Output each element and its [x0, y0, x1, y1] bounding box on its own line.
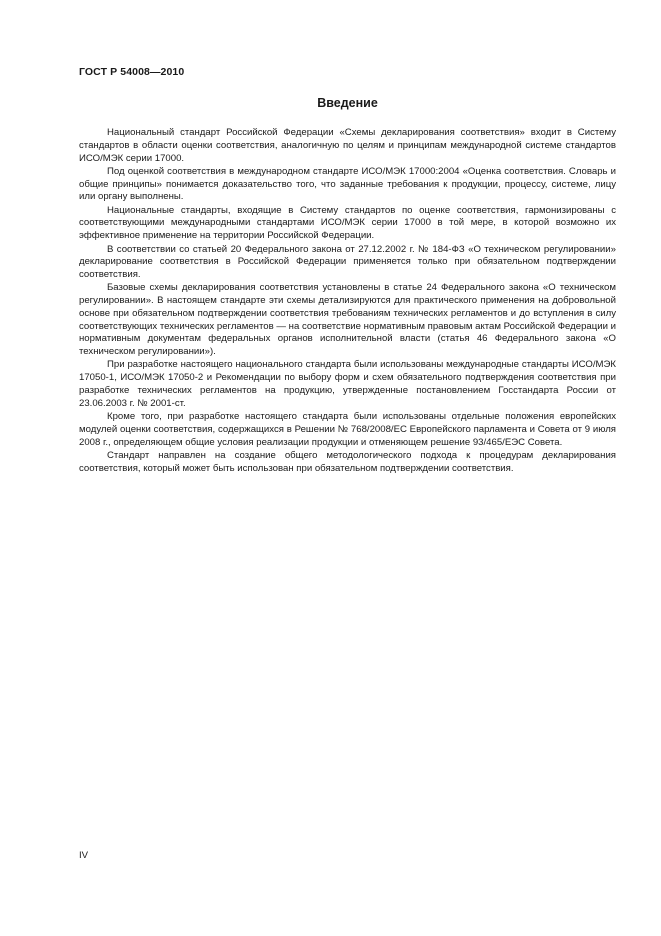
paragraph: Базовые схемы декларирования соответствия установлены в статье 24 Федерального закона «О техническом регулировании». В настоящем стандарте эти схемы детализируются для практического применения на добровольной основе при обязательном подтверждении соответствия требованиям технических регламентов и до вступления в силу соответствующих технических регламентов — на соответствие нормативным правовым актам Российской Федерации и нормативным документам федеральных органов исполнительной власти (статья 46 Федерального закона «О техническом регулировании»).: [79, 282, 616, 358]
paragraph: Под оценкой соответствия в международном стандарте ИСО/МЭК 17000:2004 «Оценка соответствия. Словарь и общие принципы» понимается доказательство того, что заданные требования к продукции, процессу, системе, лицу или органу выполнены.: [79, 165, 616, 203]
page-number: IV: [79, 850, 89, 861]
paragraph: В соответствии со статьей 20 Федерального закона от 27.12.2002 г. № 184-ФЗ «О техническом регулировании» декларирование соответствия в Российской Федерации применяется только при обязательном подтверждении соответствия.: [79, 243, 616, 281]
document-code: ГОСТ Р 54008—2010: [79, 66, 185, 78]
paragraph: Национальный стандарт Российской Федерации «Схемы декларирования соответствия» входит в Систему стандартов в области оценки соответствия, аналогичную по целям и принципам международной системе стандартов ИСО/МЭК серии 17000.: [79, 127, 616, 164]
paragraph: При разработке настоящего национального стандарта были использованы международные стандарты ИСО/МЭК 17050-1, ИСО/МЭК 17050-2 и Рекомендации по выбору форм и схем обязательного подтверждения соответствия при разработке технических регламентов на продукцию, утвержденные постановлением Госстандарта России от 23.06.2003 г. № 2001-ст.: [79, 359, 616, 409]
introduction-body: [79, 127, 616, 476]
paragraph: Кроме того, при разработке настоящего стандарта были использованы отдельные положения европейских модулей оценки соответствия, содержащихся в Решении № 768/2008/ЕС Европейского парламента и Совета от 9 июля 2008 г., определяющем общие условия реализации продукции и отменяющем решение 93/465/ЕЭС Совета.: [79, 411, 616, 448]
paragraph: Национальные стандарты, входящие в Систему стандартов по оценке соответствия, гармонизированы с соответствующими международными стандартами ИСО/МЭК серии 17000 в той мере, в которой возможно их эффективное применение на территории Российской Федерации.: [79, 204, 616, 242]
paragraph: Стандарт направлен на создание общего методологического подхода к процедурам декларирования соответствия, который может быть использован при обязательном подтверждении соответствия.: [79, 449, 616, 474]
section-title: Введение: [317, 96, 378, 110]
